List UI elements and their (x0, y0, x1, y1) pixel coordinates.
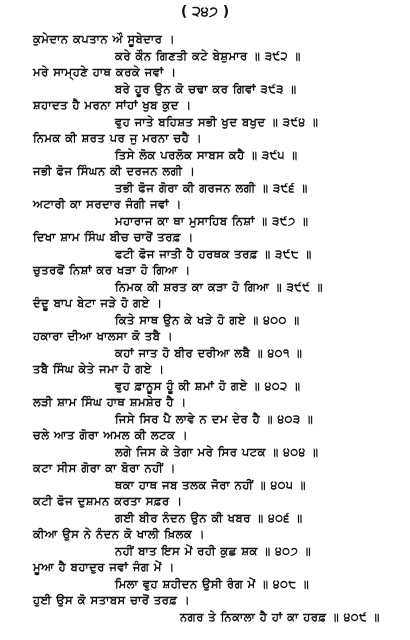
verse-text: ਜਿਸੇ ਸਿਰ ਪੈ ਲਾਵੇ ਨ ਦਮ ਦੇਰ ਹੈ ॥ ੪੦੩ ॥ (115, 411, 314, 426)
verse-text: ਚਲੇ ਆਤ ਗੋਰਾ ਅਮਲ ਕੀ ਲਟਕ । (33, 428, 189, 442)
verse-text: ਨਿਮਕ ਕੀ ਸ਼ਰਤ ਪਰ ਜੁ ਮਰਨਾ ਚਹੈ । (33, 131, 203, 145)
verse-text: ਤਿਸੇ ਲੋਕ ਪਰਲੋਕ ਸਾਬਸ ਕਹੈ ॥ ੩੯੫ ॥ (115, 147, 298, 162)
verse-text: ਕਟੀ ਫੋਜ ਦੁਸ਼ਮਨ ਕਰਤਾ ਸਫ਼ਰ । (33, 494, 183, 508)
verse-text: ਕੁਮੇਦਾਨ ਕਪਤਾਨ ਔ ਸੂਬੇਦਾਰ । (33, 32, 176, 46)
verse-line (180, 606, 380, 628)
verse-text: ਜਭੀ ਫੋਜ ਸਿੰਘਨ ਕੀ ਦਰਜਨ ਲਗੀ । (33, 164, 196, 178)
verse-text: ਤਭੀ ਫੋਜ ਗੋਰਾ ਕੀ ਗਰਜਨ ਲਗੀ ॥ ੩੯੬ ॥ (115, 180, 308, 195)
verse-text: ਫਟੀ ਫੋਜ ਜਾਤੀ ਹੈ ਹਰਥਕ ਤਰਫ਼ ॥ ੩੯੮ ॥ (115, 246, 312, 261)
verse-text: ਚੁਤਰਫੋਂ ਨਿਸ਼ਾਂ ਕਰ ਖੜਾ ਹੋ ਗਿਆ । (33, 263, 191, 277)
verse-text: ਕਿਤੇ ਸਾਥ ਉਨ ਕੇ ਖੜੇ ਹੋ ਗਏ ॥ ੪੦੦ ॥ (115, 312, 300, 327)
verse-text: ਵੁਹ ਜਾਤੇ ਬਹਿਸ਼ਤ ਸਭੀ ਖੁਦ ਬਖੁਦ ॥ ੩੯੪ ॥ (115, 114, 319, 129)
page-number: ( ੨੪੭ ) (180, 4, 230, 20)
verse-text: ਹੁਈ ਉਸ ਕੋ ਸਤਾਬਸ ਚਾਰੋਂ ਤਰਫ਼ । (33, 593, 191, 607)
verse-text: ਵੁਹ ਫ਼ਾਨੂਸ ਹੂੰ ਕੀ ਸ਼ਮਾਂ ਹੋ ਗਏ ॥ ੪੦੨ ॥ (115, 378, 301, 393)
verse-text: ਮੂਆ ਹੈ ਬਹਾਦੁਰ ਜਵਾਂ ਜੰਗ ਮੇਂ । (33, 560, 175, 574)
verse-text: ਨਹੀਂ ਬਾਤ ਇਸ ਮੇਂ ਰਹੀ ਕੁਛ ਸ਼ਕ ॥ ੪੦੭ ॥ (115, 543, 312, 558)
verse-text: ਲਗੇ ਜਿਸ ਕੇ ਤੇਗਾ ਮਰੇ ਸਿਰ ਪਟਕ ॥ ੪੦੪ ॥ (115, 444, 319, 459)
verse-line (33, 589, 190, 611)
verse-text: ਕਹਾਂ ਜਾਤ ਹੋ ਬੀਰ ਦਰੀਆ ਲਬੈ ॥ ੪੦੧ ॥ (115, 345, 303, 360)
verse-text: ਹਕਾਰਾ ਦੀਆ ਖਾਲਸਾ ਕੋ ਤਬੈ । (33, 329, 174, 343)
verse-text: ਕੀਆ ਉਸ ਨੇ ਨੰਦਨ ਕੋ ਖਾਲੀ ਖ਼ਿਲਕ । (33, 527, 206, 541)
verse-text: ਥਕਾ ਹਾਥ ਜਬ ਤਲਕ ਜੋਰਾ ਨਹੀਂ ॥ ੪੦੫ ॥ (115, 477, 307, 492)
verse-text: ਮਰੇ ਸਾਮ੍ਹਣੇ ਹਾਥ ਕਰਕੇ ਜਵਾਂ । (33, 65, 177, 79)
verse-text: ਨਿਮਕ ਕੀ ਸ਼ਰਤ ਕਾ ਕੜਾ ਹੋ ਗਿਆ ॥ ੩੯੯ ॥ (115, 279, 324, 294)
verse-text: ਕਰੇ ਕੌਨ ਗਿਣਤੀ ਕਟੇ ਬੇਸ਼ੁਮਾਰ ॥ ੩੯੨ ॥ (115, 48, 301, 63)
verse-text: ਮਿਲਾ ਵੁਹ ਸ਼ਹੀਦਨ ਉਸੀ ਰੰਗ ਮੇਂ ॥ ੪੦੮ ॥ (115, 576, 310, 591)
verse-text: ਨਗਰ ਤੇ ਨਿਕਾਲਾ ਹੈ ਹਾਂ ਕਾ ਹਰਫ਼ ॥ ੪੦੯ ॥ (180, 609, 380, 624)
verse-text: ਤਬੈ ਸਿੰਘ ਕੇਤੇ ਜਮਾ ਹੋ ਗਏ । (33, 362, 165, 376)
verse-text: ਕਟਾ ਸੀਸ ਗੋਰਾ ਕਾ ਬੋਰਾ ਨਹੀਂ । (33, 461, 176, 475)
verse-text: ਮਹਾਰਾਜ ਕਾ ਥਾ ਮੁਸਾਹਿਬ ਨਿਸ਼ਾਂ ॥ ੩੯੭ ॥ (115, 213, 309, 228)
verse-text: ਬਰੇ ਹੂਰ ਉਨ ਕੋ ਚਢਾ ਕਰ ਗਿਵਾਂ ੩੯੩ ॥ (115, 81, 297, 96)
verse-text: ਅਟਾਰੀ ਕਾ ਸਰਦਾਰ ਜੰਗੀ ਜਵਾਂ । (33, 197, 182, 211)
verse-text: ਗਈ ਬੀਰ ਨੰਦਨ ਉਨ ਕੀ ਖਬਰ ॥ ੪੦੬ ॥ (115, 510, 303, 525)
verse-text: ਲੜੀ ਸ਼ਾਮ ਸਿੰਘ ਹਾਥ ਸ਼ਮਸ਼ੇਰ ਹੈ । (33, 395, 187, 409)
verse-text: ਸ਼ਹਾਦਤ ਹੈ ਮਰਨਾ ਸਾਂਹਾਂ ਖੁਬ ਕੁਦ । (33, 98, 192, 112)
verse-text: ਦੰਦੂ ਬਾਪ ਬੇਟਾ ਜੜੇ ਹੋ ਗਏ । (33, 296, 163, 310)
verse-text: ਦਿਖਾ ਸ਼ਾਮ ਸਿੰਘ ਬੀਚ ਚਾਰੋਂ ਤਰਫ਼ । (33, 230, 194, 244)
